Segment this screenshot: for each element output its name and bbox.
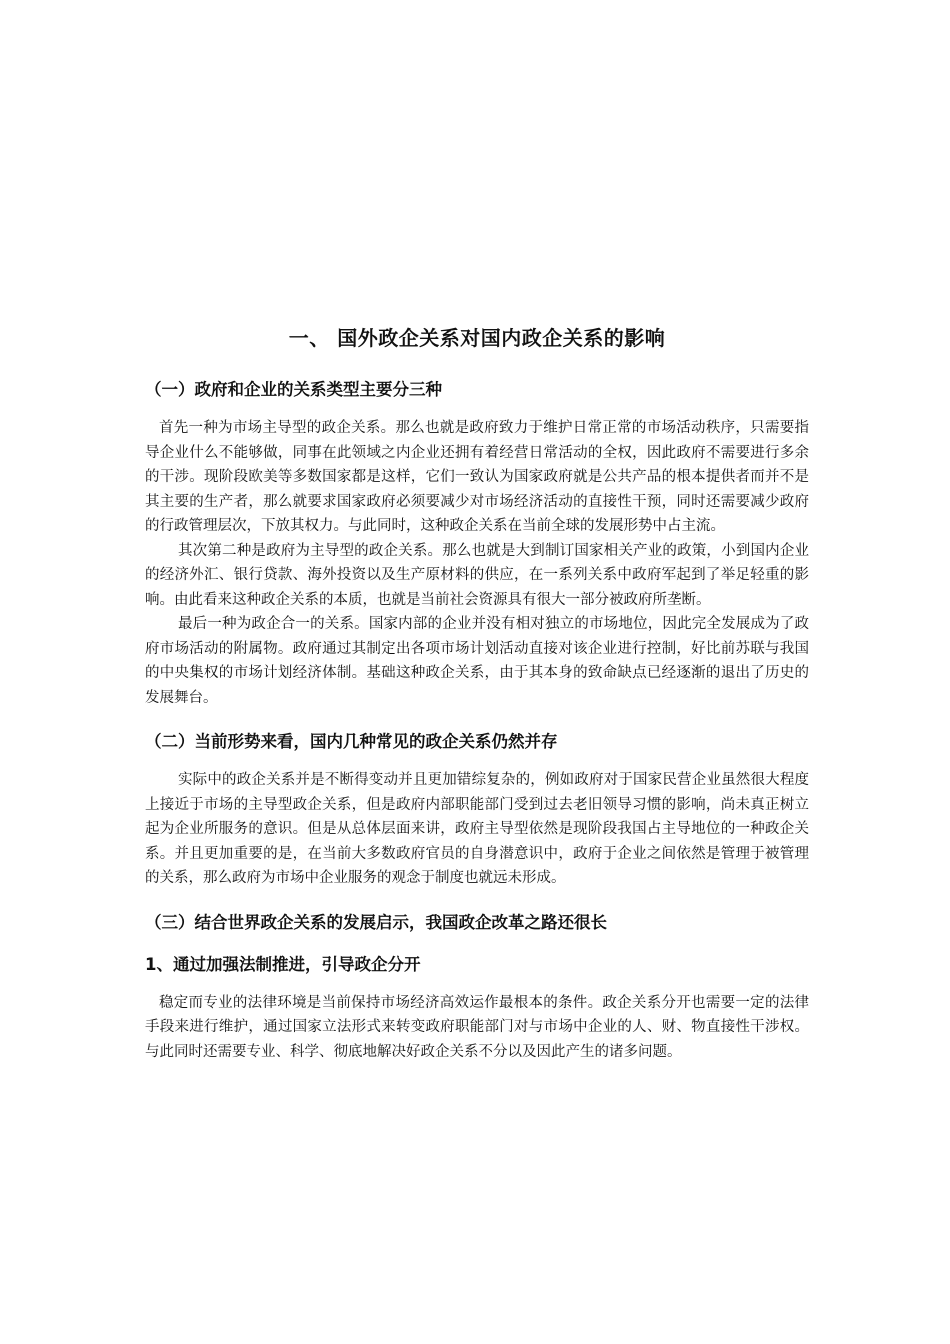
paragraph: 最后一种为政企合一的关系。国家内部的企业并没有相对独立的市场地位，因此完全发展成为了政府市场活动的附属物。政府通过其制定出各项市场计划活动直接对该企业进行控制，好比前苏联与我国的中央集权的市场计划经济体制。基础这种政企关系，由于其本身的致命缺点已经逐渐的退出了历史的发展舞台。 — [145, 616, 809, 706]
section-heading-3: （三）结合世界政企关系的发展启示，我国政企改革之路还很长 — [145, 912, 607, 932]
section-heading-1: （一）政府和企业的关系类型主要分三种 — [145, 380, 442, 399]
page-title: 一、 国外政企关系对国内政企关系的影响 — [288, 326, 666, 350]
section-heading-2: （二）当前形势来看，国内几种常见的政企关系仍然并存 — [145, 732, 558, 751]
paragraph: 实际中的政企关系并是不断得变动并且更加错综复杂的，例如政府对于国家民营企业虽然很大程度上接近于市场的主导型政企关系，但是政府内部职能部门受到过去老旧领导习惯的影响，尚未真正树立起为企业所服务的意识。但是从总体层面来讲，政府主导型依然是现阶段我国占主导地位的一种政企关系。并且更加重要的是，在当前大多数政府官员的自身潜意识中，政府于企业之间依然是管理于被管理的关系，那么政府为市场中企业服务的观念于制度也就远未形成。 — [145, 772, 809, 886]
paragraph: 首先一种为市场主导型的政企关系。那么也就是政府致力于维护日常正常的市场活动秩序，只需要指导企业什么不能够做，同事在此领域之内企业还拥有着经营日常活动的全权，因此政府不需要进行多余的干涉。现阶段欧美等多数国家都是这样，它们一致认为国家政府就是公共产品的根本提供者而并不是其主要的生产者，那么就要求国家政府必须要减少对市场经济活动的直接性干预，同时还需要减少政府的行政管理层次，下放其权力。与此同时，这种政企关系在当前全球的发展形势中占主流。 — [145, 420, 809, 534]
paragraph: 稳定而专业的法律环境是当前保持市场经济高效运作最根本的条件。政企关系分开也需要一定的法律手段来进行维护，通过国家立法形式来转变政府职能部门对与市场中企业的人、财、物直接性干涉权。与此同时还需要专业、科学、彻底地解决好政企关系不分以及因此产生的诸多问题。 — [145, 994, 809, 1060]
paragraph: 其次第二种是政府为主导型的政企关系。那么也就是大到制订国家相关产业的政策，小到国内企业的经济外汇、银行贷款、海外投资以及生产原材料的供应，在一系列关系中政府军起到了举足轻重的影响。由此看来这种政企关系的本质，也就是当前社会资源具有很大一部分被政府所垄断。 — [145, 542, 809, 608]
document-page — [145, 322, 809, 1064]
subsection-heading-1: 1、通过加强法制推进，引导政企分开 — [145, 954, 421, 974]
